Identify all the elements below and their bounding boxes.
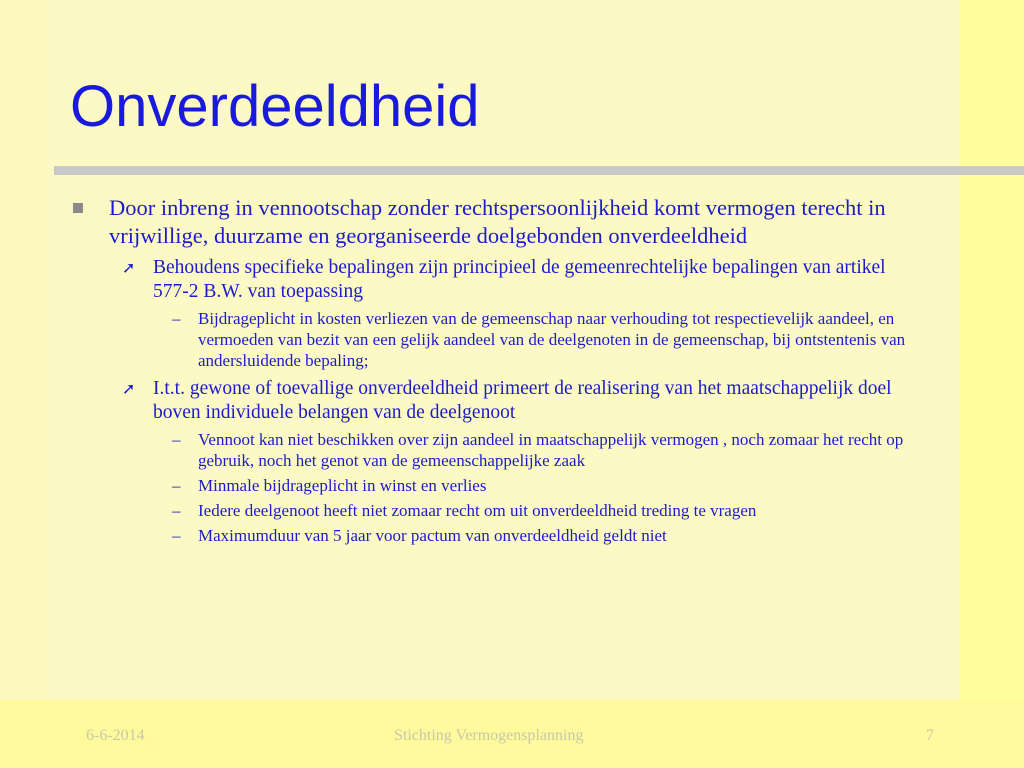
bullet-text: Minmale bijdrageplicht in winst en verlies xyxy=(198,476,487,495)
footer-organization: Stichting Vermogensplanning xyxy=(394,727,584,744)
bullet-level-3 xyxy=(172,500,918,521)
footer-date: 6-6-2014 xyxy=(86,727,145,744)
footer-page-number: 7 xyxy=(926,727,934,744)
bullet-level-1 xyxy=(109,194,899,250)
title-divider xyxy=(54,166,1024,175)
bullet-text: Iedere deelgenoot heeft niet zomaar recht om uit onverdeeldheid treding te vragen xyxy=(198,501,757,520)
dash-bullet-icon: – xyxy=(172,501,181,520)
bullet-level-2 xyxy=(122,256,923,304)
bullet-text: Door inbreng in vennootschap zonder rechtspersoonlijkheid komt vermogen terecht in vrijwillige, duurzame en georganiseerde doelgebonden onverdeeldheid xyxy=(109,195,886,248)
bullet-text: Bijdrageplicht in kosten verliezen van de gemeenschap naar verhouding tot respectievelijk aandeel, en vermoeden van bezit van een gelijk aandeel van de deelgenoten in de gemeenschap, bij ontstentenis van andersluidende bepaling; xyxy=(198,309,906,370)
bullet-level-3 xyxy=(172,429,918,471)
arrow-bullet-icon: ➚ xyxy=(122,379,136,398)
dash-bullet-icon: – xyxy=(172,430,181,449)
square-bullet-icon xyxy=(73,203,83,213)
bullet-text: Maximumduur van 5 jaar voor pactum van onverdeeldheid geldt niet xyxy=(198,526,667,545)
slide-body xyxy=(0,194,960,546)
dash-bullet-icon: – xyxy=(172,476,181,495)
bullet-text: Behoudens specifieke bepalingen zijn principieel de gemeenrechtelijke bepalingen van artikel 577-2 B.W. van toepassing xyxy=(153,257,886,302)
arrow-bullet-icon: ➚ xyxy=(122,258,136,277)
dash-bullet-icon: – xyxy=(172,309,181,328)
bullet-level-2 xyxy=(122,377,923,425)
bullet-level-3 xyxy=(172,308,918,371)
slide-right-accent-strip xyxy=(960,0,1024,768)
bullet-text: Vennoot kan niet beschikken over zijn aandeel in maatschappelijk vermogen , noch zomaar het recht op gebruik, noch het genot van de gemeenschappelijke zaak xyxy=(198,430,904,470)
bullet-text: I.t.t. gewone of toevallige onverdeeldheid primeert de realisering van het maatschappelijk doel boven individuele belangen van de deelgenoot xyxy=(153,378,892,423)
dash-bullet-icon: – xyxy=(172,526,181,545)
slide-title: Onverdeeldheid xyxy=(70,74,480,139)
bullet-level-3 xyxy=(172,525,918,546)
bullet-level-3 xyxy=(172,475,918,496)
